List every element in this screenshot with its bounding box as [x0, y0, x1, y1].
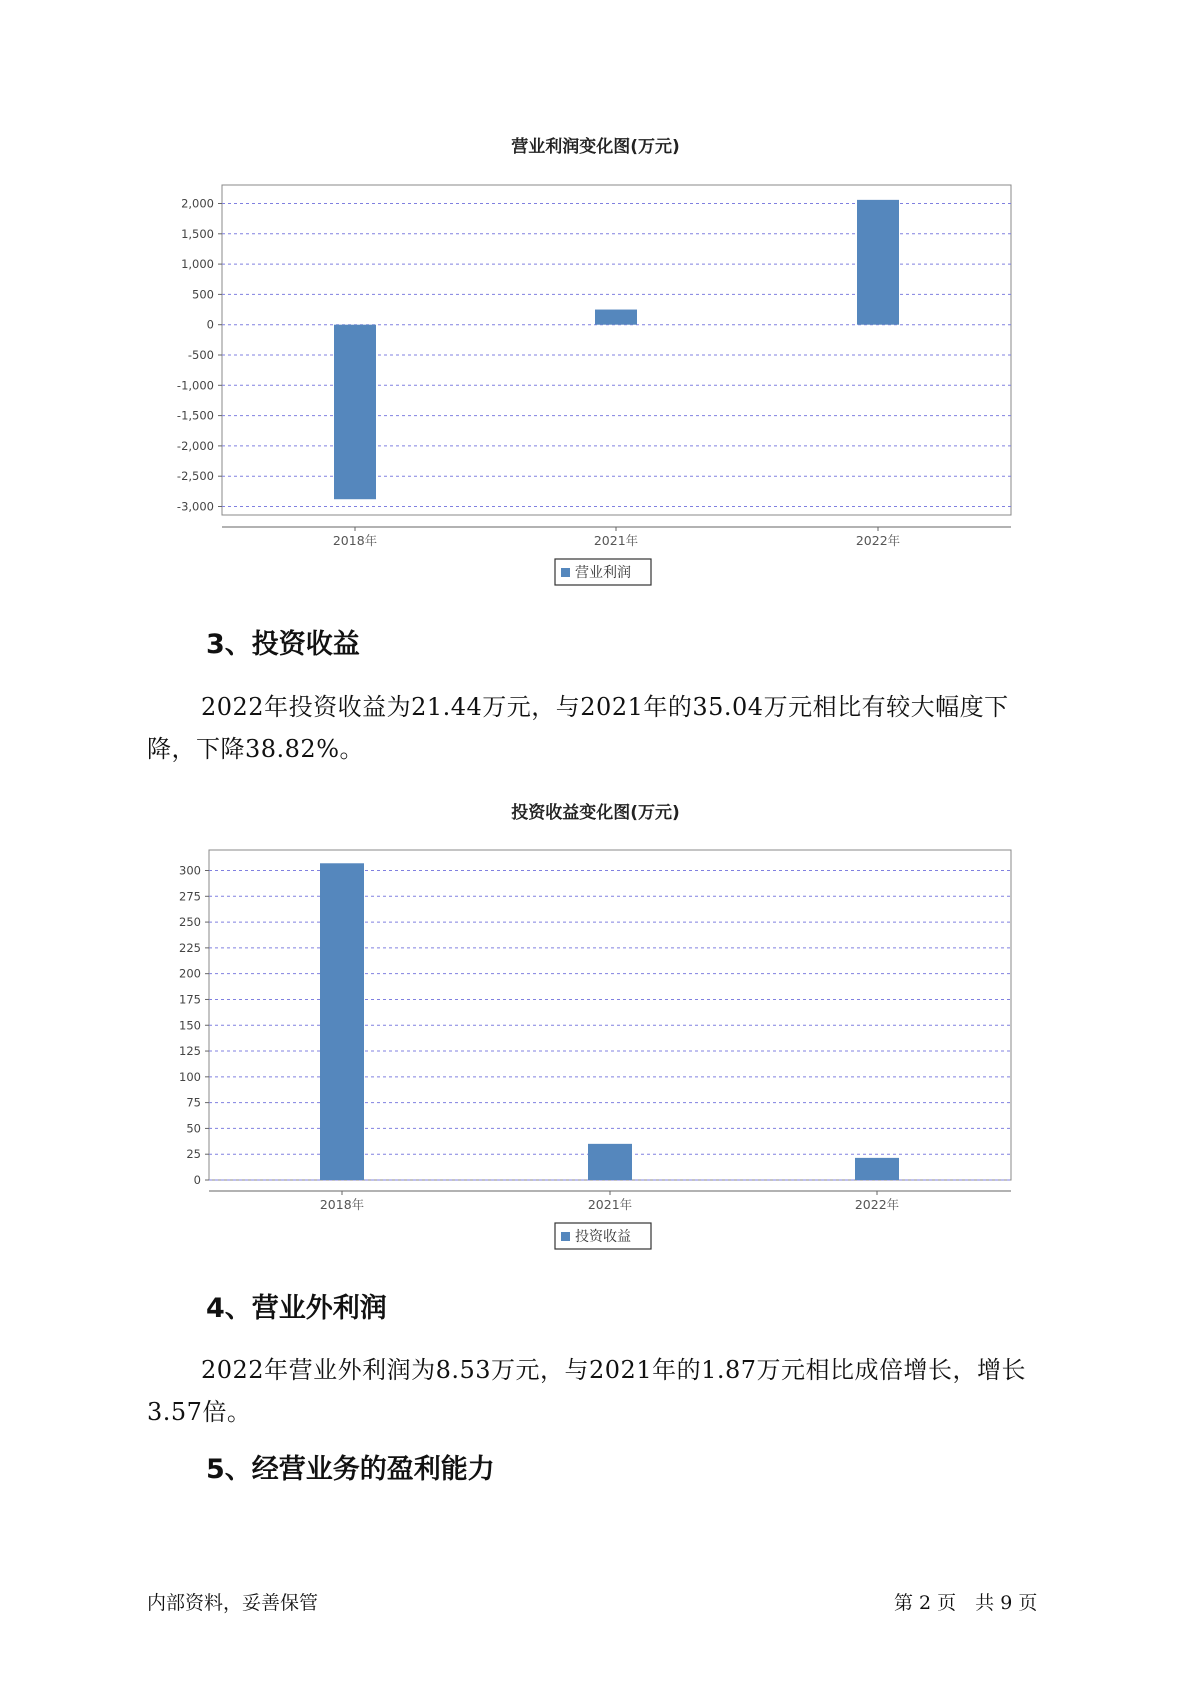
- y-tick-label: 2,000: [181, 196, 214, 211]
- bar-2021年: [588, 1144, 632, 1180]
- legend-label: 投资收益: [575, 1229, 631, 1245]
- bar-2022年: [857, 200, 899, 325]
- y-tick-label: 250: [179, 915, 201, 930]
- y-tick-label: 0: [206, 317, 214, 332]
- y-tick-label: 125: [179, 1044, 201, 1059]
- section-4-paragraph: 2022年营业外利润为8.53万元，与2021年的1.87万元相比成倍增长，增长3.57倍。: [147, 1356, 1027, 1426]
- section-5-heading: 5、经营业务的盈利能力: [206, 1454, 495, 1485]
- footer-confidential-note: 内部资料，妥善保管: [147, 1592, 319, 1614]
- section-3-paragraph: 2022年投资收益为21.44万元，与2021年的35.04万元相比有较大幅度下降，下降38.82%。: [147, 693, 1009, 763]
- footer-page-number: 第 2 页 共 9 页: [894, 1592, 1038, 1614]
- investment-income-chart: [0, 826, 1191, 1256]
- legend-label: 营业利润: [575, 565, 631, 581]
- y-tick-label: 225: [179, 940, 201, 955]
- y-tick-label: 100: [179, 1069, 201, 1084]
- y-tick-label: -2,000: [176, 438, 214, 453]
- y-tick-label: -2,500: [176, 469, 214, 484]
- y-tick-label: 1,000: [181, 257, 214, 272]
- y-tick-label: -1,000: [176, 378, 214, 393]
- section-3-heading: 3、投资收益: [206, 629, 360, 660]
- x-tick-label: 2022年: [855, 533, 901, 548]
- operating-profit-chart: [0, 160, 1191, 600]
- x-tick-label: 2018年: [319, 1197, 365, 1212]
- bar-2018年: [320, 863, 364, 1180]
- x-tick-label: 2022年: [854, 1197, 900, 1212]
- bar-2021年: [595, 310, 637, 325]
- y-tick-label: 0: [193, 1173, 201, 1187]
- y-tick-label: 200: [179, 966, 201, 981]
- y-tick-label: 1,500: [181, 226, 214, 241]
- x-tick-label: 2021年: [593, 533, 639, 548]
- y-tick-label: 150: [179, 1018, 201, 1033]
- y-tick-label: 75: [186, 1095, 201, 1110]
- chart-legend: [555, 1223, 651, 1249]
- x-tick-label: 2021年: [587, 1197, 633, 1212]
- y-tick-label: 50: [186, 1121, 201, 1136]
- bar-2022年: [855, 1158, 899, 1180]
- chart-legend: [555, 559, 651, 585]
- x-tick-label: 2018年: [332, 533, 378, 548]
- y-tick-label: 275: [179, 889, 201, 904]
- legend-swatch: [561, 568, 570, 577]
- y-tick-label: -500: [187, 348, 214, 362]
- section-4-heading: 4、营业外利润: [206, 1293, 387, 1324]
- y-tick-label: 300: [179, 863, 201, 878]
- y-tick-label: 25: [186, 1147, 201, 1162]
- y-tick-label: 175: [179, 992, 201, 1007]
- chart2-title: 投资收益变化图(万元): [511, 803, 680, 823]
- chart1-title: 营业利润变化图(万元): [511, 137, 680, 157]
- legend-swatch: [561, 1232, 570, 1241]
- y-tick-label: -3,000: [176, 499, 214, 514]
- y-tick-label: -1,500: [176, 408, 214, 423]
- y-tick-label: 500: [192, 287, 214, 302]
- bar-2018年: [334, 325, 376, 500]
